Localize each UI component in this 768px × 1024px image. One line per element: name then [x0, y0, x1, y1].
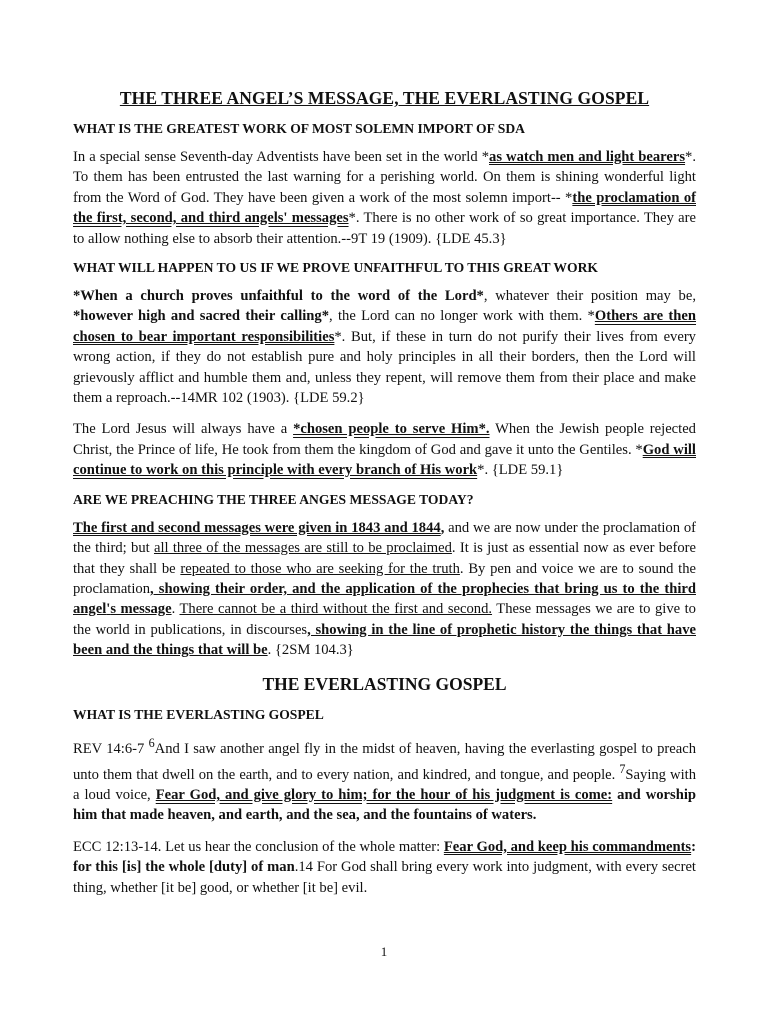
text-run: When the Jewish people rejected Christ, the Prince of life, He took from them the kingdom of God and gave it unto the Gentiles. * [73, 421, 696, 458]
paragraph-unfaithful [73, 286, 696, 408]
emphasis-seeking-truth: repeated to those who are seeking for the truth [180, 560, 460, 577]
emphasis-fear-god: Fear God, and give glory to him; for the hour of his judgment is come: [155, 787, 613, 804]
emphasis-third-without-first: There cannot be a third without the first and second. [179, 601, 493, 618]
emphasis-keep-commandments: Fear God, and keep his commandments [443, 838, 692, 855]
text-run: REV 14:6-7 [73, 740, 149, 757]
text-run: , [440, 519, 445, 536]
text-run: ECC 12:13-14. Let us hear the conclusion of the whole matter: [73, 838, 444, 855]
section-heading-greatest-work: WHAT IS THE GREATEST WORK OF MOST SOLEMN IMPORT OF SDA [73, 121, 525, 136]
text-run: . By pen and voice we are to sound the proclamation [73, 560, 697, 597]
text-run: These messages we are to give to the world in publications, in discourses [73, 601, 696, 638]
text-run: . It is just as essential now as ever before that they shall be [73, 540, 696, 577]
text-run: And I saw another angel fly in the midst of heaven, having the everlasting gospel to preach unto them that dwell on the earth, and to every nation, and kindred, and tongue, and people. [73, 740, 696, 783]
emphasis-first-second: The first and second messages were given in 1843 and 1844 [73, 519, 441, 536]
page-number: 1 [380, 944, 388, 959]
emphasis-still-proclaimed: all three of the messages are still to be proclaimed [153, 540, 452, 557]
text-run: The Lord Jesus will always have a [73, 421, 294, 438]
paragraph-greatest-work [73, 147, 696, 249]
document-title: THE THREE ANGEL’S MESSAGE, THE EVERLASTING GOSPEL [119, 88, 650, 108]
text-run: *. {LDE 59.1} [477, 462, 564, 479]
text-run: , the Lord can no longer work with them. * [329, 308, 595, 325]
verse-number: 7 [619, 761, 626, 776]
paragraph-preaching [73, 518, 696, 661]
text-run: , whatever their position may be, [483, 288, 696, 305]
emphasis-whole-duty: : for this [is] the whole [duty] of man [73, 838, 696, 876]
text-run: . [171, 601, 180, 618]
section-heading-what-is-gospel: WHAT IS THE EVERLASTING GOSPEL [73, 706, 324, 722]
emphasis-chosen-people: *chosen people to serve Him*. [293, 421, 490, 438]
emphasis-others-chosen: Others are then chosen to bear important responsibilities [73, 308, 697, 345]
paragraph-ecclesiastes [73, 837, 696, 898]
emphasis-watchmen: as watch men and light bearers [489, 149, 686, 165]
text-run: Saying with a loud voice, [73, 766, 696, 804]
section-heading-unfaithful: WHAT WILL HAPPEN TO US IF WE PROVE UNFAITHFUL TO THIS GREAT WORK [73, 260, 598, 276]
section-heading-preaching: ARE WE PREACHING THE THREE ANGES MESSAGE TODAY? [73, 491, 474, 507]
emphasis-church-unfaithful: *When a church proves unfaithful to the word of the Lord* [73, 288, 484, 305]
emphasis-god-continue: God will continue to work on this principle with every branch of His work [73, 441, 696, 479]
text-run: and we are now under the proclamation of the third; but [73, 519, 696, 557]
text-run: *. To them has been entrusted the last warning for a perishing world. On them is shining wonderful light from the Word of God. They have been given a work of the most solemn import-- * [73, 149, 696, 206]
text-run: ' [106, 601, 111, 618]
verse-number: 6 [148, 735, 155, 750]
emphasis-showing-order: , showing their order, and the application of the prophecies that bring us to the third angel [73, 580, 696, 618]
emphasis-worship: and worship him that made heaven, and earth, and the sea, and the fountains of waters. [73, 787, 696, 824]
text-run: *. But, if these in turn do not purify their lives from every wrong action, if they do not establish pure and holy principles in all their borders, then the Lord will grievously afflict and humble them and, unless they repent, will remove them from their place and make them a reproach.--14MR 102 (1903). {LDE 59.2} [73, 328, 696, 407]
paragraph-revelation [73, 733, 696, 826]
section-title-everlasting-gospel: THE EVERLASTING GOSPEL [262, 673, 507, 694]
text-run: s message [110, 601, 172, 618]
emphasis-three-messages: the proclamation of the first, second, and third angels' messages [73, 189, 696, 227]
text-run: In a special sense Seventh-day Adventists have been set in the world * [73, 149, 490, 165]
text-run: *. There is no other work of so great importance. They are to allow nothing else to absorb their attention.--9T 19 (1909). {LDE 45.3} [73, 210, 696, 247]
text-run: .14 For God shall bring every work into judgment, with every secret thing, whether [it be] good, or whether [it be] evil. [73, 859, 696, 896]
paragraph-chosen-people [73, 419, 696, 480]
emphasis-prophetic-history: , showing in the line of prophetic history the things that have been and the things that will be [73, 621, 696, 659]
emphasis-sacred-calling: *however high and sacred their calling* [73, 308, 330, 325]
text-run: . {2SM 104.3} [267, 642, 354, 659]
